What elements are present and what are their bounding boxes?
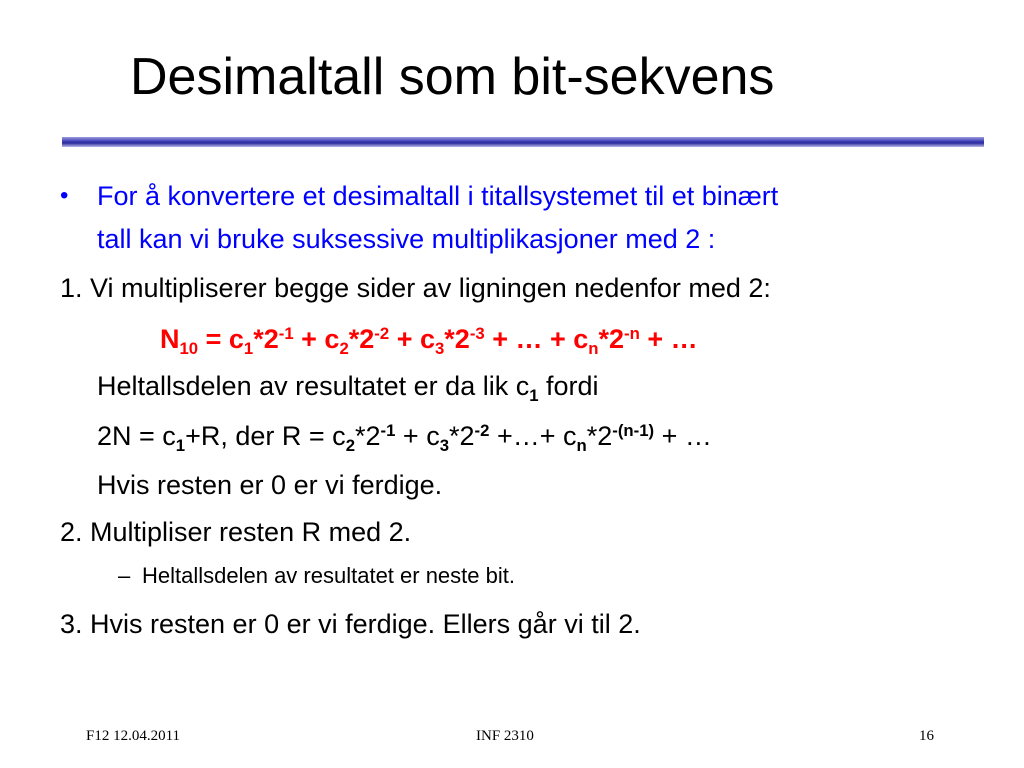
footer-course: INF 2310 xyxy=(476,728,534,744)
formula-eq: = c xyxy=(198,324,244,354)
two-n-e1: -1 xyxy=(380,420,396,440)
two-n-b: +R, der R = c xyxy=(185,421,346,451)
formula-tail: + … xyxy=(639,324,698,354)
integer-part-text: Heltallsdelen av resultatet er da lik c xyxy=(97,371,530,401)
formula-en: -n xyxy=(624,323,640,343)
integer-part-tail: fordi xyxy=(538,371,599,401)
slide-title: Desimaltall som bit-sekvens xyxy=(130,48,775,106)
two-n-f: +…+ c xyxy=(489,421,577,451)
two-n-s3: 3 xyxy=(439,435,450,455)
step-2-sub: Heltallsdelen av resultatet er neste bit. xyxy=(142,563,515,588)
step-2: 2. Multipliser resten R med 2. xyxy=(60,517,412,547)
formula-n: N xyxy=(160,324,180,354)
dash-bullet-icon: – xyxy=(118,563,131,588)
two-n-en: -(n-1) xyxy=(612,420,655,440)
intro-line-1: For å konvertere et desimaltall i titallsystemet til et binært xyxy=(97,181,779,211)
formula-c2-sub: 2 xyxy=(339,338,349,358)
two-n-s2: 2 xyxy=(345,435,355,455)
bullet-icon: • xyxy=(60,182,69,209)
footer-page-number: 16 xyxy=(919,728,934,744)
two-n-d: + c xyxy=(395,421,440,451)
formula-t1: *2 xyxy=(253,324,279,354)
two-n-sn: n xyxy=(576,435,587,455)
integer-part-line xyxy=(97,369,599,403)
formula-e2: -2 xyxy=(374,323,390,343)
step-3: 3. Hvis resten er 0 er vi ferdige. Ellers går vi til 2. xyxy=(60,609,641,639)
formula-e3: -3 xyxy=(469,323,485,343)
formula-cn-sub: n xyxy=(588,338,599,358)
formula-t4: *2 xyxy=(598,324,625,354)
integer-part-sub: 1 xyxy=(529,385,539,405)
two-n-e: *2 xyxy=(449,421,475,451)
two-n-a: 2N = c xyxy=(97,421,176,451)
formula-e1: -1 xyxy=(278,323,294,343)
footer-date: F12 12.04.2011 xyxy=(86,728,181,744)
two-n-e2: -2 xyxy=(474,420,490,440)
formula-p3: + c xyxy=(389,324,435,354)
two-n-c: *2 xyxy=(355,421,381,451)
title-divider xyxy=(62,137,984,147)
formula-p2: + c xyxy=(293,324,340,354)
formula-c3-sub: 3 xyxy=(434,338,445,358)
two-n-line xyxy=(97,419,712,453)
formula-p4: + … + c xyxy=(484,324,589,354)
two-n-g: *2 xyxy=(586,421,613,451)
step-1: 1. Vi multipliserer begge sider av ligningen nedenfor med 2: xyxy=(60,273,771,303)
two-n-s1: 1 xyxy=(175,435,186,455)
formula xyxy=(160,322,698,356)
formula-c1-sub: 1 xyxy=(243,338,254,358)
rest-zero-line: Hvis resten er 0 er vi ferdige. xyxy=(97,470,443,500)
intro-line-2: tall kan vi bruke suksessive multiplikasjoner med 2 : xyxy=(97,224,716,254)
formula-n-sub: 10 xyxy=(179,338,199,358)
formula-t3: *2 xyxy=(444,324,470,354)
two-n-h: + … xyxy=(654,421,712,451)
formula-t2: *2 xyxy=(348,324,375,354)
